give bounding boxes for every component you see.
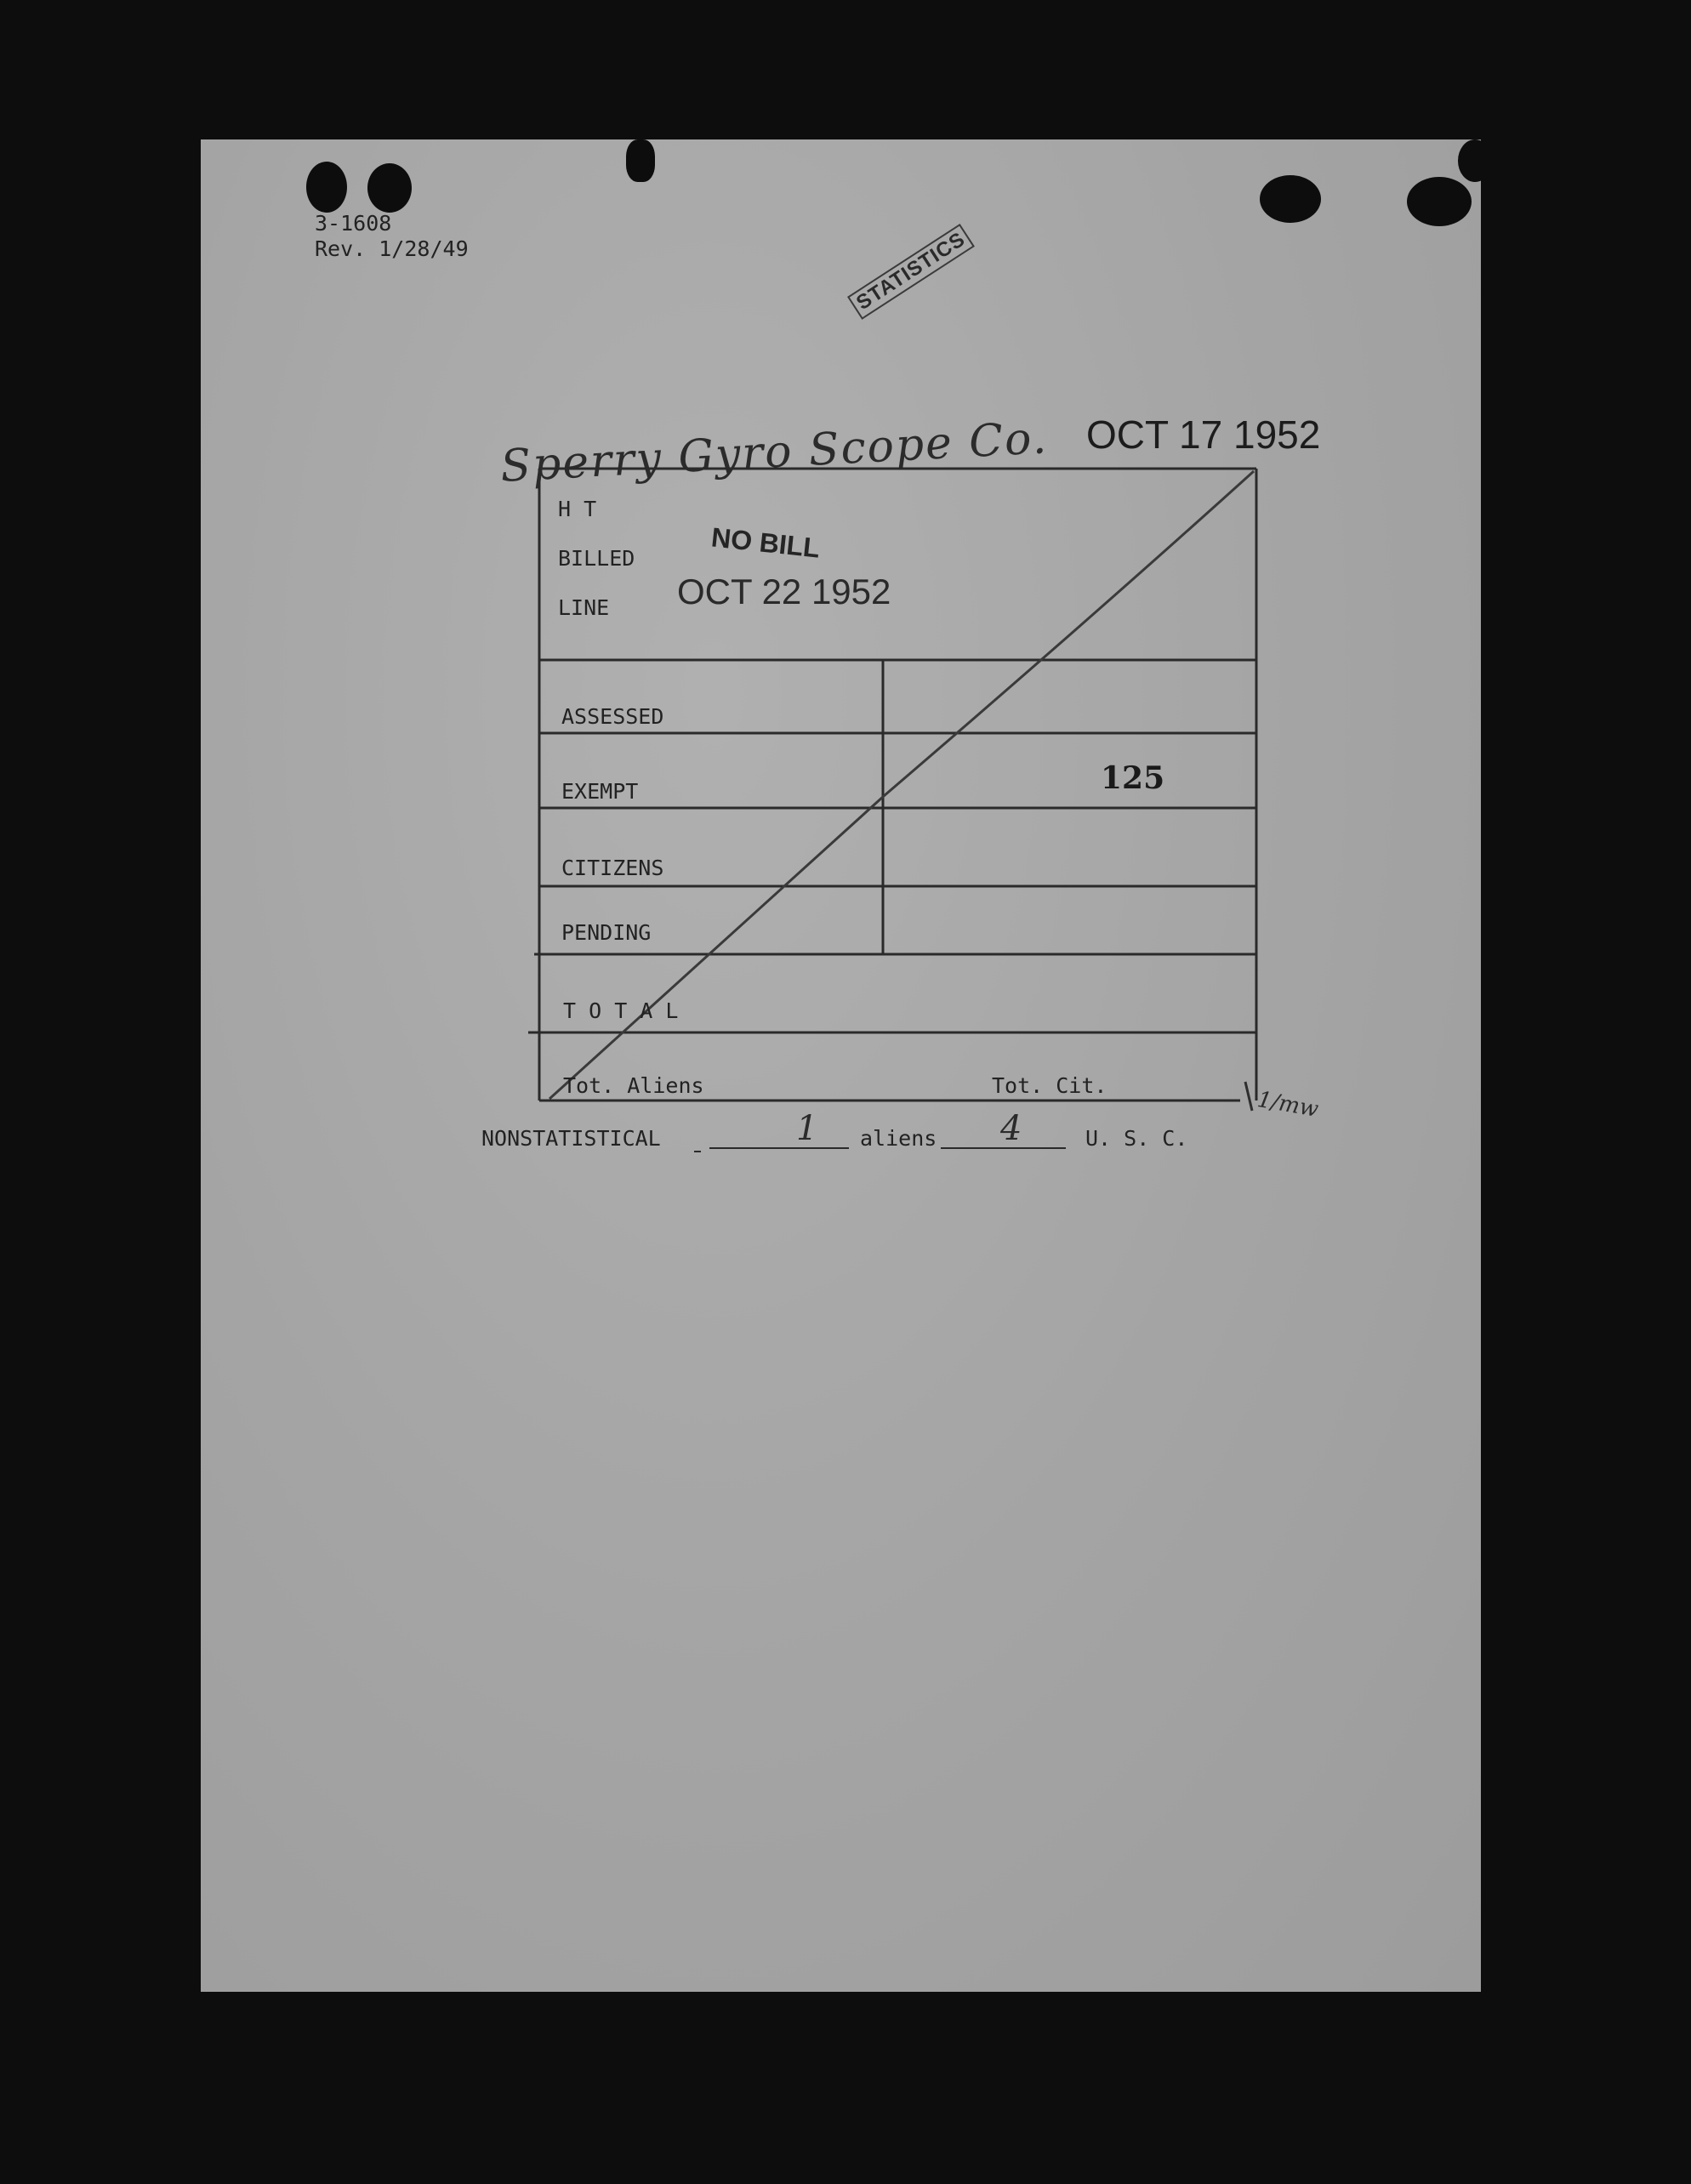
no-bill-stamp: NO BILL <box>709 521 822 564</box>
label-ht: H T <box>558 497 597 521</box>
label-pending: PENDING <box>561 920 652 945</box>
label-total: T O T A L <box>563 998 679 1023</box>
form-table-lines <box>201 139 1481 1160</box>
document-page <box>201 139 1481 1992</box>
company-name-handwritten: Sperry Gyro Scope Co. <box>498 412 1050 492</box>
line-date-stamp: OCT 22 1952 <box>677 572 891 611</box>
label-exempt: EXEMPT <box>561 779 639 804</box>
label-line: LINE <box>558 595 610 620</box>
statistics-stamp: STATISTICS <box>847 224 975 320</box>
form-revision: Rev. 1/28/49 <box>315 236 469 261</box>
label-billed: BILLED <box>558 546 635 571</box>
form-number: 3-1608 <box>315 211 392 236</box>
label-citizens: CITIZENS <box>561 856 664 880</box>
nonstatistical-aliens-label: aliens <box>860 1126 937 1151</box>
nonstatistical-label: NONSTATISTICAL <box>481 1126 661 1151</box>
received-date-stamp: OCT 17 1952 <box>1086 412 1321 457</box>
handwritten-initials: 1/mw <box>1255 1086 1321 1123</box>
nonstatistical-usc-count: 4 <box>1000 1109 1022 1148</box>
exempt-value: 125 <box>1101 760 1165 796</box>
label-assessed: ASSESSED <box>561 704 664 729</box>
label-tot-cit: Tot. Cit. <box>992 1073 1107 1098</box>
nonstatistical-usc-label: U. S. C. <box>1085 1126 1188 1151</box>
nonstatistical-aliens-count: 1 <box>796 1109 818 1148</box>
label-tot-aliens: Tot. Aliens <box>563 1073 704 1098</box>
